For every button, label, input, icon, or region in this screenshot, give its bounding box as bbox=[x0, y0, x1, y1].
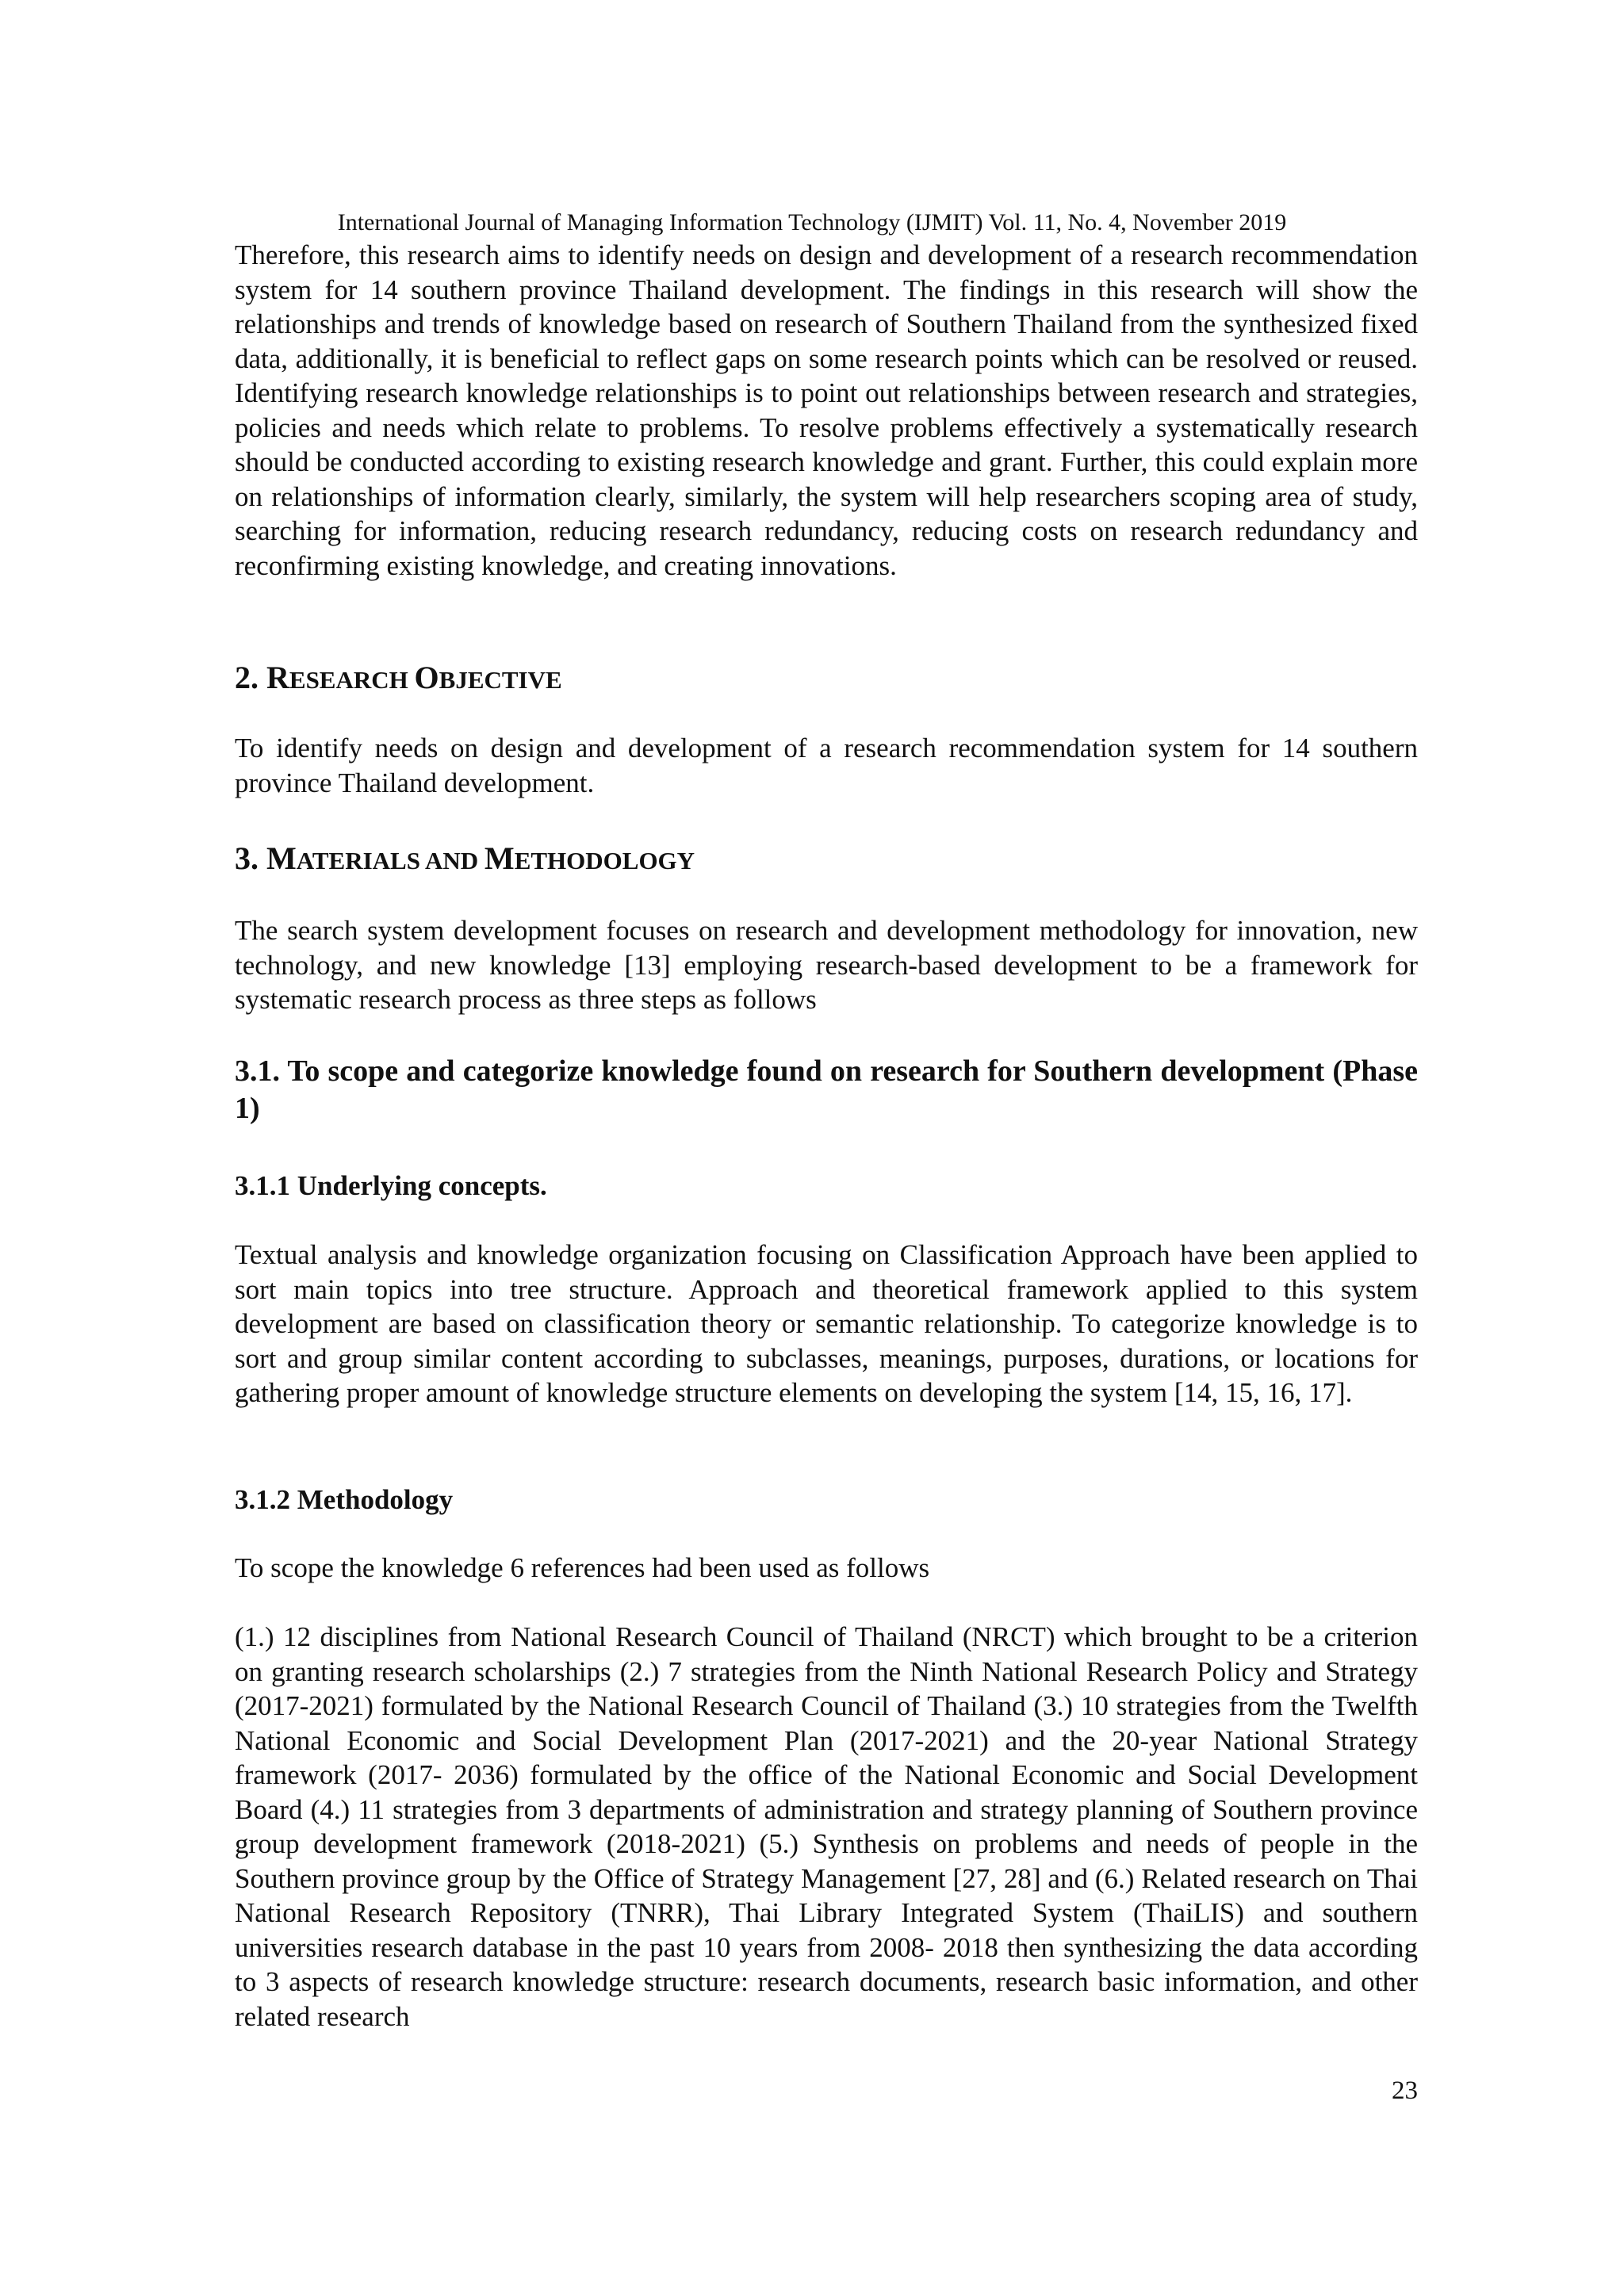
section-number: 3. bbox=[235, 840, 266, 876]
section-3-heading bbox=[235, 839, 1418, 881]
heading-part: ETHODOLOGY bbox=[514, 847, 695, 874]
heading-part: M bbox=[266, 840, 297, 876]
subsection-3-1-2-heading: 3.1.2 Methodology bbox=[235, 1484, 454, 1515]
heading-part: ESEARCH bbox=[289, 666, 415, 694]
intro-paragraph: Therefore, this research aims to identify needs on design and development of a research recommendation system for 14 southern province Thailand development. The findings in this research will show the relationships and trends of knowledge based on research of Southern Thailand from the synthesized fixed data, additionally, it is beneficial to reflect gaps on some research points which can be resolved or reused. Identifying research knowledge relationships is to point out relationships between research and strategies, policies and needs which relate to problems. To resolve problems effectively a systematically research should be conducted according to existing research knowledge and grant. Further, this could explain more on relationships of information clearly, similarly, the system will help researchers scoping area of study, searching for information, reducing research redundancy, reducing costs on research redundancy and reconfirming existing knowledge, and creating innovations. bbox=[235, 239, 1418, 581]
heading-part: ATERIALS AND bbox=[296, 847, 485, 874]
section-2-paragraph: To identify needs on design and development of a research recommendation system for 14 southern province Thailand development. bbox=[235, 733, 1418, 798]
heading-part: O bbox=[414, 660, 439, 695]
heading-part: BJECTIVE bbox=[439, 666, 562, 694]
methodology-intro: To scope the knowledge 6 references had been used as follows bbox=[235, 1552, 930, 1583]
section-number: 2. bbox=[235, 660, 266, 695]
methodology-references-paragraph: (1.) 12 disciplines from National Research Council of Thailand (NRCT) which brought to be a criterion on granting research scholarships (2.) 7 strategies from the Ninth National Research Policy and Strategy (2017-2021) formulated by the National Research Council of Thailand (3.) 10 strategies from the Twelfth National Economic and Social Development Plan (2017-2021) and the 20-year National Strategy framework (2017- 2036) formulated by the office of the National Economic and Social Development Board (4.) 11 strategies from 3 departments of administration and strategy planning of Southern province group development framework (2018-2021) (5.) Synthesis on problems and needs of people in the Southern province group by the Office of Strategy Management [27, 28] and (6.) Related research on Thai National Research Repository (TNRR), Thai Library Integrated System (ThaiLIS) and southern universities research database in the past 10 years from 2008- 2018 then synthesizing the data according to 3 aspects of research knowledge structure: research documents, research basic information, and other related research bbox=[235, 1621, 1418, 2032]
heading-part: M bbox=[484, 840, 515, 876]
page-number: 23 bbox=[1392, 2076, 1418, 2105]
subsection-3-1-heading: 3.1. To scope and categorize knowledge found on research for Southern development (Phase 1) bbox=[235, 1054, 1418, 1125]
heading-part: R bbox=[266, 660, 289, 695]
subsection-3-1-1-paragraph: Textual analysis and knowledge organization focusing on Classification Approach have been applied to sort main topics into tree structure. Approach and theoretical framework applied to this system development are based on classification theory or semantic relationship. To categorize knowledge is to sort and group similar content according to subclasses, meanings, purposes, durations, or locations for gathering proper amount of knowledge structure elements on developing the system [14, 15, 16, 17]. bbox=[235, 1239, 1418, 1408]
subsection-3-1-1-heading: 3.1.1 Underlying concepts. bbox=[235, 1170, 547, 1201]
running-header: International Journal of Managing Information Technology (IJMIT) Vol. 11, No. 4, November 2019 bbox=[337, 209, 1287, 235]
section-2-heading bbox=[235, 658, 1418, 700]
section-3-paragraph: The search system development focuses on research and development methodology for innovation, new technology, and new knowledge [13] employing research-based development to be a framework for systematic research process as three steps as follows bbox=[235, 915, 1418, 1015]
